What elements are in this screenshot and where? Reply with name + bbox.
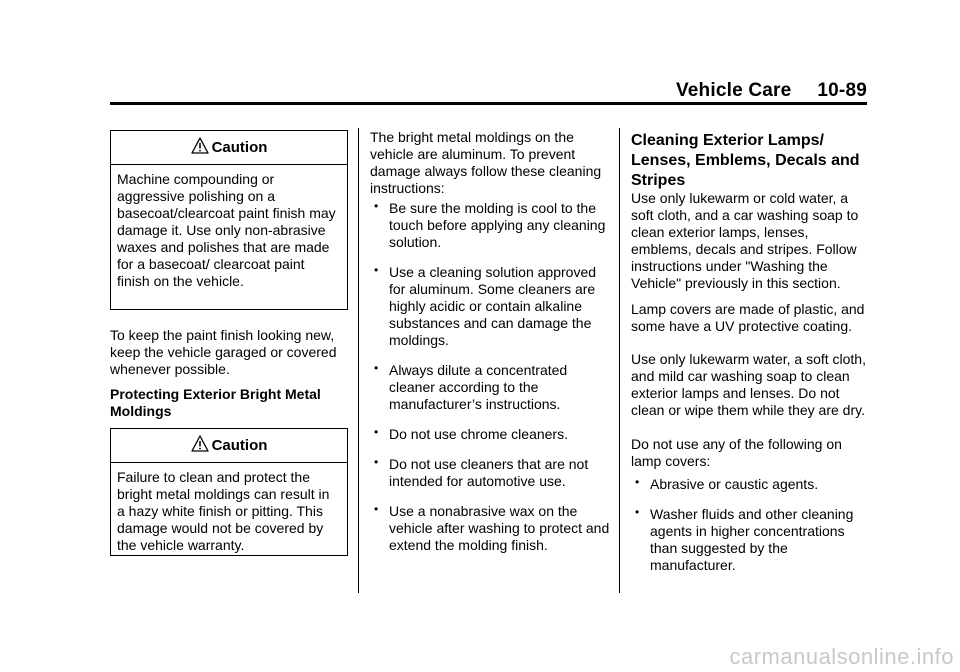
lamps-paragraph-3: Use only lukewarm water, a soft cloth, and mild car washing soap to clean exterior lamps and lenses. Do not clean or wipe them while they are dry. <box>631 351 866 418</box>
lamps-paragraph-1: Use only lukewarm or cold water, a soft cloth, and a car washing soap to clean exterior lamps, lenses, emblems, decals and stripes. Follow instructions under "Washing the Vehicle" previously in this section. <box>631 190 859 291</box>
list-item: • Do not use cleaners that are not intended for automotive use. <box>370 456 610 490</box>
header-rule <box>110 102 867 105</box>
caution-text: Failure to clean and protect the bright metal moldings can result in a hazy white finish or pitting. This damage would not be covered by the vehicle warranty. <box>117 469 330 553</box>
column-divider <box>358 128 359 593</box>
page-number: 10-89 <box>817 80 867 101</box>
caution-box-moldings <box>110 428 348 556</box>
caution-title: Caution <box>211 139 268 156</box>
section-heading-lamps: Cleaning Exterior Lamps/ Lenses, Emblems, Decals and Stripes <box>631 132 860 189</box>
warning-icon <box>191 137 209 154</box>
list-item: • Abrasive or caustic agents. <box>631 476 871 493</box>
watermark: carmanualsonline.info <box>729 644 954 669</box>
subheading-bright-metal: Protecting Exterior Bright Metal Moldings <box>110 386 321 419</box>
lamps-paragraph-4: Do not use any of the following on lamp covers: <box>631 436 842 469</box>
list-item: • Be sure the molding is cool to the touch before applying any cleaning solution. <box>370 200 610 251</box>
caution-title: Caution <box>211 437 268 454</box>
list-item: • Always dilute a concentrated cleaner according to the manufacturer’s instructions. <box>370 362 610 413</box>
moldings-instructions-list <box>370 200 610 554</box>
caution-box-paint <box>110 130 348 310</box>
lamp-cover-avoid-list <box>631 476 871 574</box>
list-item: • Use a cleaning solution approved for aluminum. Some cleaners are highly acidic or contain alkaline substances and can damage the moldings. <box>370 264 610 349</box>
list-item: • Use a nonabrasive wax on the vehicle after washing to protect and extend the molding finish. <box>370 503 610 554</box>
warning-icon <box>191 435 209 452</box>
column-divider <box>619 128 620 593</box>
moldings-intro: The bright metal moldings on the vehicle are aluminum. To prevent damage always follow these cleaning instructions: <box>370 129 602 196</box>
caution-header <box>111 131 347 165</box>
lamps-paragraph-2: Lamp covers are made of plastic, and some have a UV protective coating. <box>631 301 865 334</box>
list-item: • Washer fluids and other cleaning agents in higher concentrations than suggested by the manufacturer. <box>631 506 871 574</box>
caution-header <box>111 429 347 463</box>
page-header <box>110 80 867 104</box>
caution-text: Machine compounding or aggressive polishing on a basecoat/clearcoat paint finish may damage it. Use only non-abrasive waxes and polishes that are made for a basecoat/ clearcoat paint finish on the vehicle. <box>117 171 336 289</box>
section-title: Vehicle Care <box>675 80 792 101</box>
paint-finish-paragraph: To keep the paint finish looking new, keep the vehicle garaged or covered whenever possible. <box>110 327 337 377</box>
list-item: • Do not use chrome cleaners. <box>370 426 610 443</box>
